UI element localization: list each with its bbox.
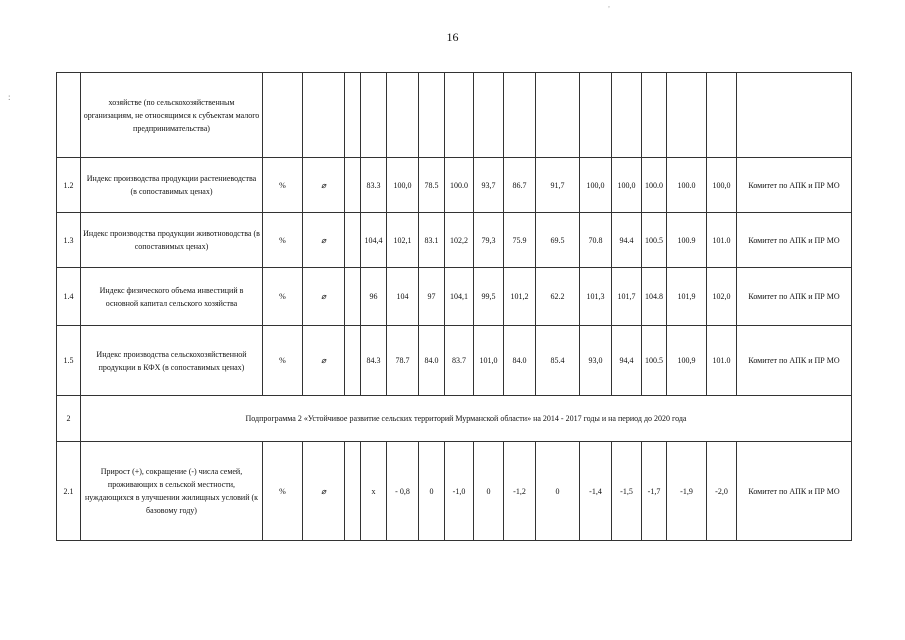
row-number: 2 — [57, 396, 81, 442]
value-cell: 101,7 — [612, 268, 642, 326]
indicators-table — [56, 72, 852, 541]
unit: % — [263, 268, 303, 326]
value-cell: -1,0 — [445, 442, 474, 541]
value-cell — [345, 442, 361, 541]
table-row — [57, 442, 852, 541]
value-cell: 104,4 — [361, 213, 387, 268]
value-cell: 91,7 — [536, 158, 580, 213]
value-cell: х — [361, 442, 387, 541]
value-cell: 100.5 — [642, 326, 667, 396]
value-cell: - 0,8 — [387, 442, 419, 541]
responsible-executor: Комитет по АПК и ПР МО — [737, 158, 852, 213]
value-cell: -2,0 — [707, 442, 737, 541]
value-cell: 100.5 — [642, 213, 667, 268]
value-cell: 101.0 — [707, 213, 737, 268]
value-cell — [419, 73, 445, 158]
value-cell — [504, 73, 536, 158]
value-cell: -1,2 — [504, 442, 536, 541]
margin-mark: : — [8, 92, 11, 102]
indicator-name: хозяйстве (по сельскохозяйственным организациям, не относящимся к субъектам малого предпринимательства) — [81, 73, 263, 158]
responsible-executor: Комитет по АПК и ПР МО — [737, 442, 852, 541]
table-row — [57, 326, 852, 396]
value-cell — [345, 326, 361, 396]
row-number: 2.1 — [57, 442, 81, 541]
value-cell — [387, 73, 419, 158]
handwritten-mark: ⌀ — [303, 442, 345, 541]
value-cell: 94,4 — [612, 326, 642, 396]
value-cell: 101,2 — [504, 268, 536, 326]
value-cell: 93,7 — [474, 158, 504, 213]
value-cell — [612, 73, 642, 158]
value-cell: 100,9 — [667, 326, 707, 396]
value-cell: 102,1 — [387, 213, 419, 268]
row-number: 1.4 — [57, 268, 81, 326]
value-cell — [474, 73, 504, 158]
value-cell: 62.2 — [536, 268, 580, 326]
value-cell: 102,0 — [707, 268, 737, 326]
value-cell: 96 — [361, 268, 387, 326]
value-cell: 100,0 — [387, 158, 419, 213]
value-cell: 102,2 — [445, 213, 474, 268]
value-cell: 86.7 — [504, 158, 536, 213]
value-cell: 97 — [419, 268, 445, 326]
indicator-name: Индекс производства продукции животноводства (в сопоставимых ценах) — [81, 213, 263, 268]
indicator-name: Индекс физического объема инвестиций в основной капитал сельского хозяйства — [81, 268, 263, 326]
subprogram-row — [57, 396, 852, 442]
row-number: 1.5 — [57, 326, 81, 396]
value-cell: 93,0 — [580, 326, 612, 396]
value-cell: 100,0 — [707, 158, 737, 213]
unit: % — [263, 158, 303, 213]
value-cell — [642, 73, 667, 158]
value-cell: 101.0 — [707, 326, 737, 396]
value-cell — [445, 73, 474, 158]
value-cell: 99,5 — [474, 268, 504, 326]
value-cell: 84.3 — [361, 326, 387, 396]
unit: % — [263, 326, 303, 396]
value-cell — [345, 158, 361, 213]
indicator-name: Индекс производства продукции растениеводства (в сопоставимых ценах) — [81, 158, 263, 213]
value-cell — [580, 73, 612, 158]
unit — [263, 73, 303, 158]
value-cell — [361, 73, 387, 158]
value-cell: 100.0 — [642, 158, 667, 213]
value-cell: -1,5 — [612, 442, 642, 541]
value-cell: 85.4 — [536, 326, 580, 396]
value-cell: -1,4 — [580, 442, 612, 541]
indicator-name: Индекс производства сельскохозяйственной продукции в КФХ (в сопоставимых ценах) — [81, 326, 263, 396]
scan-speck: , — [608, 0, 610, 9]
value-cell: 104.8 — [642, 268, 667, 326]
value-cell: 83.3 — [361, 158, 387, 213]
value-cell: 100,0 — [580, 158, 612, 213]
handwritten-mark: ⌀ — [303, 268, 345, 326]
value-cell — [345, 213, 361, 268]
table-row — [57, 158, 852, 213]
value-cell: 78.7 — [387, 326, 419, 396]
value-cell: 0 — [474, 442, 504, 541]
responsible-executor: Комитет по АПК и ПР МО — [737, 326, 852, 396]
value-cell: 100.9 — [667, 213, 707, 268]
value-cell: 75.9 — [504, 213, 536, 268]
row-number — [57, 73, 81, 158]
value-cell: 69.5 — [536, 213, 580, 268]
value-cell: 94.4 — [612, 213, 642, 268]
unit: % — [263, 213, 303, 268]
value-cell: 0 — [419, 442, 445, 541]
unit: % — [263, 442, 303, 541]
subprogram-title: Подпрограмма 2 «Устойчивое развитие сельских территорий Мурманской области» на 2014 - 2017 годы и на период до 2020 года — [81, 396, 852, 442]
value-cell: 83.1 — [419, 213, 445, 268]
indicator-name: Прирост (+), сокращение (-) числа семей, проживающих в сельской местности, нуждающихся в улучшении жилищных условий (к базовому году) — [81, 442, 263, 541]
value-cell — [707, 73, 737, 158]
value-cell: 101,9 — [667, 268, 707, 326]
table-row — [57, 268, 852, 326]
value-cell — [345, 268, 361, 326]
value-cell: -1,9 — [667, 442, 707, 541]
responsible-executor: Комитет по АПК и ПР МО — [737, 213, 852, 268]
table-row — [57, 73, 852, 158]
value-cell: 100,0 — [612, 158, 642, 213]
value-cell — [667, 73, 707, 158]
responsible-executor — [737, 73, 852, 158]
value-cell: -1,7 — [642, 442, 667, 541]
value-cell: 83.7 — [445, 326, 474, 396]
page-number: 16 — [446, 30, 459, 44]
value-cell: 78.5 — [419, 158, 445, 213]
value-cell — [345, 73, 361, 158]
handwritten-mark: ⌀ — [303, 158, 345, 213]
value-cell: 101,0 — [474, 326, 504, 396]
handwritten-mark — [303, 73, 345, 158]
value-cell: 100.0 — [667, 158, 707, 213]
value-cell: 0 — [536, 442, 580, 541]
handwritten-mark: ⌀ — [303, 326, 345, 396]
value-cell: 101,3 — [580, 268, 612, 326]
value-cell: 79,3 — [474, 213, 504, 268]
value-cell: 84.0 — [504, 326, 536, 396]
value-cell — [536, 73, 580, 158]
handwritten-mark: ⌀ — [303, 213, 345, 268]
value-cell: 70.8 — [580, 213, 612, 268]
table-row — [57, 213, 852, 268]
row-number: 1.2 — [57, 158, 81, 213]
value-cell: 104 — [387, 268, 419, 326]
row-number: 1.3 — [57, 213, 81, 268]
value-cell: 84.0 — [419, 326, 445, 396]
responsible-executor: Комитет по АПК и ПР МО — [737, 268, 852, 326]
value-cell: 100.0 — [445, 158, 474, 213]
value-cell: 104,1 — [445, 268, 474, 326]
